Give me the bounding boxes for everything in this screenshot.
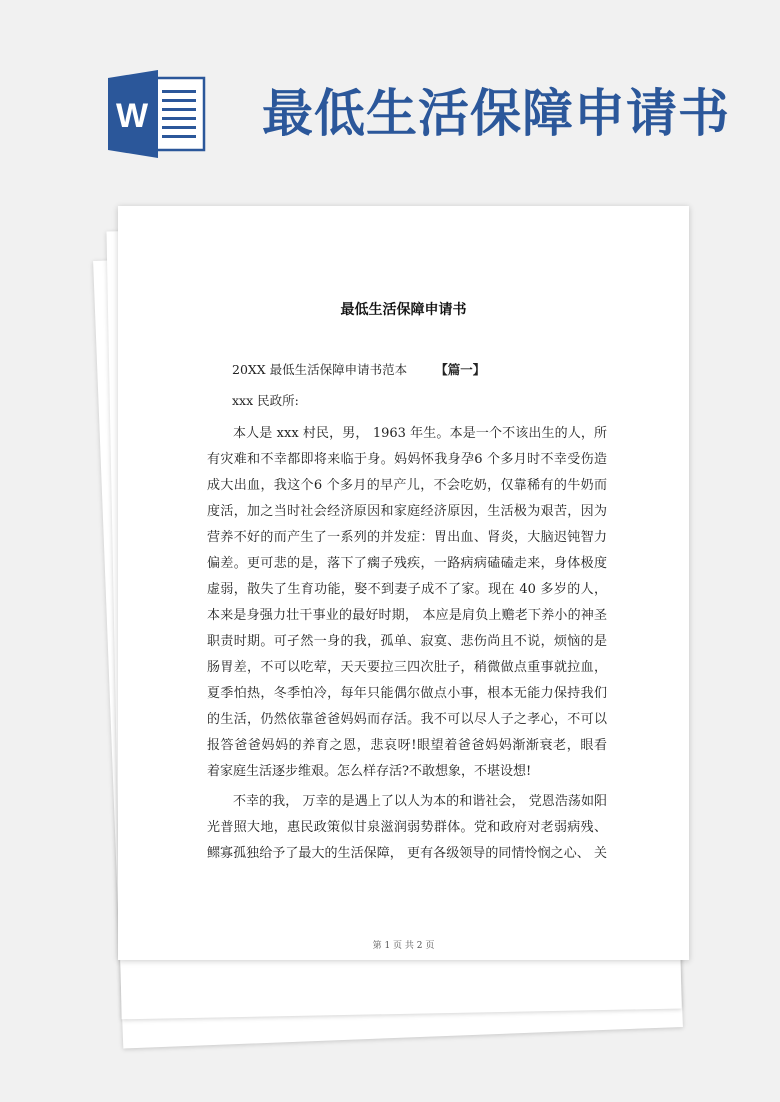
page-number: 第 1 页 共 2 页 <box>372 941 435 951</box>
body-line: 夏季怕热，冬季怕冷，每年只能偶尔做点小事，根本无能力保持我们 <box>207 686 607 701</box>
word-icon-letter: W <box>115 97 149 135</box>
page-headline: 最低生活保障申请书 <box>262 85 731 144</box>
body-line: 偏差。更可悲的是，落下了瘸子残疾，一路病病磕磕走来，身体极度 <box>207 556 607 571</box>
body-line: 营养不好的而产生了一系列的并发症：胃出血、肾炎，大脑迟钝智力 <box>207 530 607 545</box>
body-line: 光普照大地，惠民政策似甘泉滋润弱势群体。党和政府对老弱病残、 <box>207 820 607 835</box>
body-line: 鳏寡孤独给予了最大的生活保障， 更有各级领导的同情怜悯之心、 关 <box>207 846 607 861</box>
intro-mark: 【篇一】 <box>435 362 486 377</box>
body-line: 有灾难和不幸都即将来临于身。妈妈怀我身孕6 个多月时不幸受伤造 <box>207 452 607 467</box>
intro-line <box>232 360 485 378</box>
word-document-icon <box>108 70 208 158</box>
body-line: 虚弱，散失了生育功能，娶不到妻子成不了家。现在 40 多岁的人， <box>207 582 607 597</box>
body-line: 肠胃差，不可以吃荤，天天要拉三四次肚子，稍微做点重事就拉血， <box>207 660 607 675</box>
body-line: 不幸的我， 万幸的是遇上了以人为本的和谐社会， 党恩浩荡如阳 <box>233 794 607 809</box>
salutation: xxx 民政所: <box>232 393 299 408</box>
body-line: 本人是 xxx 村民，男， 1963 年生。本是一个不该出生的人，所 <box>233 426 607 441</box>
body-line: 成大出血，我这个6 个多月的早产儿，不会吃奶，仅靠稀有的牛奶而 <box>207 478 607 493</box>
body-line: 度活，加之当时社会经济原因和家庭经济原因，生活极为艰苦，因为 <box>207 504 607 519</box>
document-title: 最低生活保障申请书 <box>340 302 467 318</box>
body-line: 职责时期。可孑然一身的我，孤单、寂寞、悲伤尚且不说，烦恼的是 <box>207 634 607 649</box>
body-line: 本来是身强力壮干事业的最好时期， 本应是肩负上赡老下养小的神圣 <box>207 608 607 623</box>
document-page <box>118 206 689 960</box>
body-line: 着家庭生活逐步维艰。怎么样存活?不敢想象，不堪设想! <box>207 764 532 779</box>
intro-text: 20XX 最低生活保障申请书范本 <box>232 362 408 377</box>
body-line: 的生活，仍然依靠爸爸妈妈而存活。我不可以尽人子之孝心，不可以 <box>207 712 607 727</box>
body-line: 报答爸爸妈妈的养育之恩，悲哀呀!眼望着爸爸妈妈渐渐衰老，眼看 <box>207 738 607 753</box>
